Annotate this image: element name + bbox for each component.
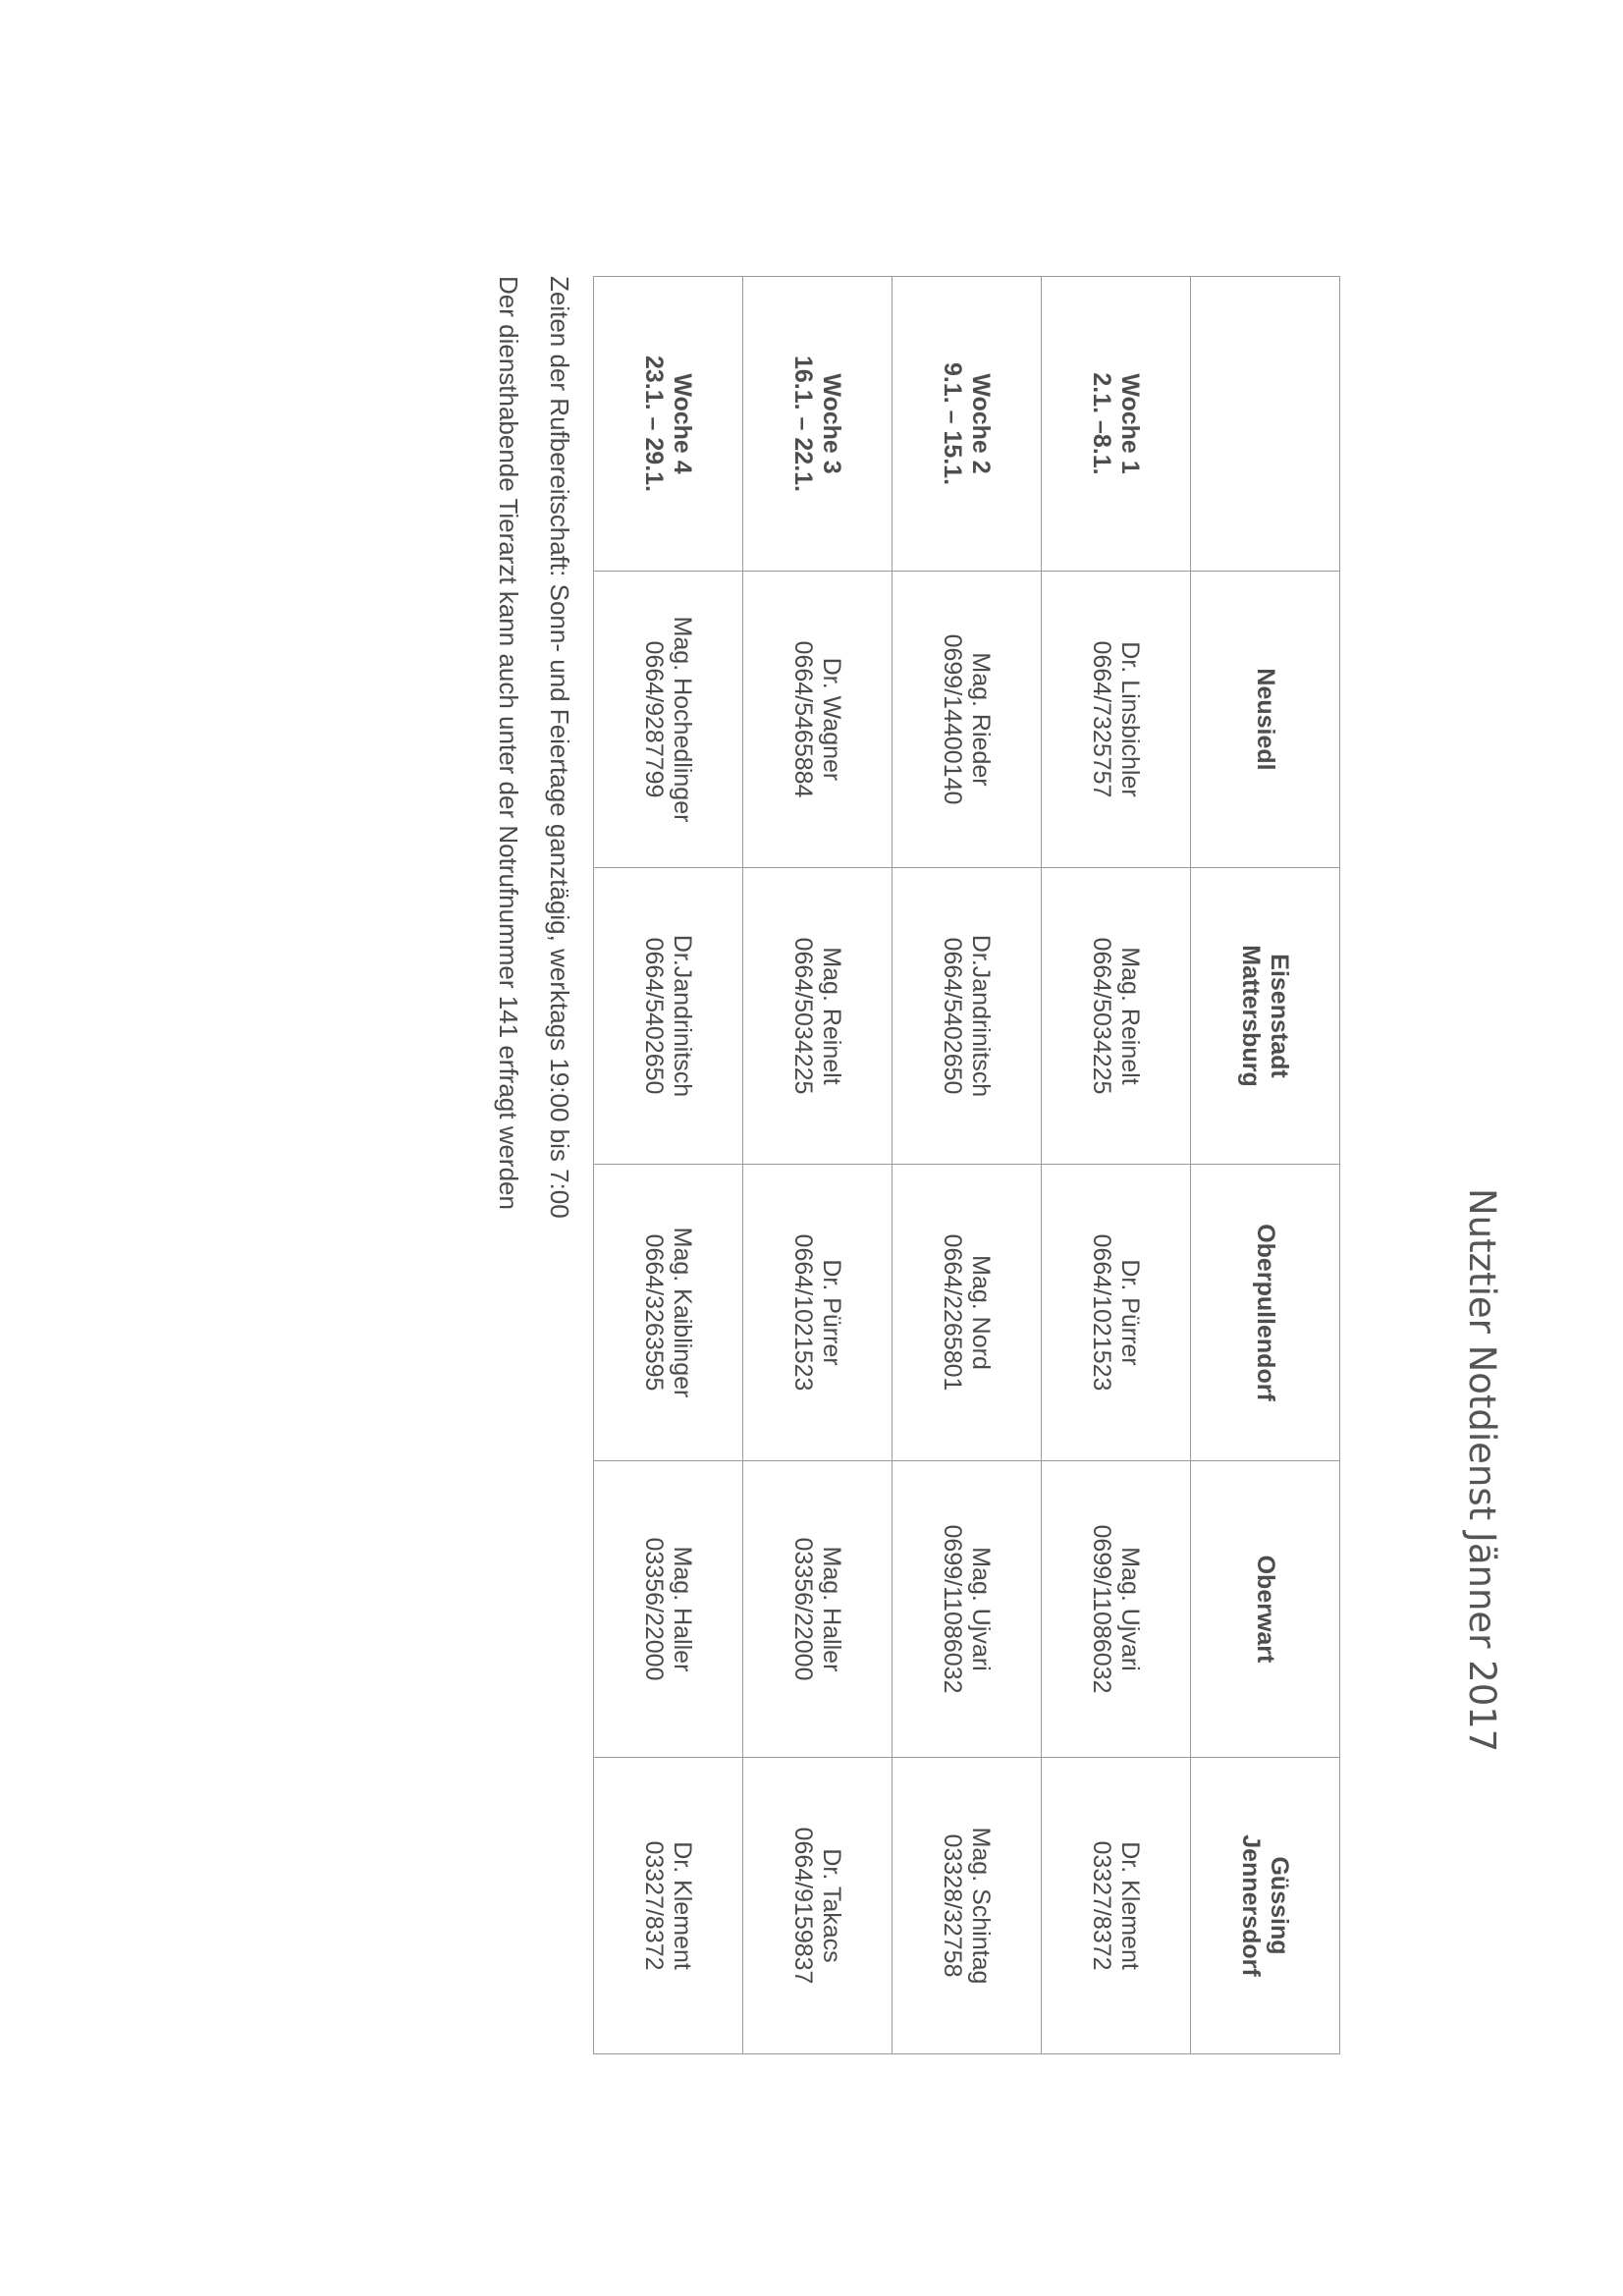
duty-cell (1042, 868, 1191, 1165)
column-header-label (1251, 572, 1279, 867)
corner-cell (1191, 277, 1340, 572)
week-label: Woche 2 (967, 373, 996, 474)
week-range: 2.1. –8.1. (1088, 372, 1116, 475)
column-header-line: Eisenstadt (1266, 954, 1294, 1078)
week-range: 16.1. – 22.1. (789, 355, 818, 492)
vet-name: Mag. Ujvari (1116, 1547, 1145, 1671)
column-header-label (1251, 1461, 1279, 1757)
week-range: 9.1. – 15.1. (939, 361, 967, 486)
vet-phone: 0664/5402650 (640, 937, 669, 1095)
vet-name: Dr. Takacs (818, 1848, 846, 1963)
vet-name: Dr. Klement (1116, 1841, 1145, 1970)
document-title: Nutztier Notdienst Jänner 2017 (1461, 1188, 1503, 1753)
duty-cell (594, 1461, 743, 1758)
column-header-line: Mattersburg (1237, 945, 1266, 1087)
duty-cell (743, 868, 893, 1165)
vet-phone: 0664/5034225 (1088, 937, 1116, 1095)
vet-phone: 0664/1021523 (789, 1233, 818, 1392)
table-header-row (1191, 277, 1340, 2054)
column-header-eisenstadt-mattersburg (1191, 868, 1340, 1165)
table-row (594, 277, 743, 2054)
table-row (1042, 277, 1191, 2054)
column-header-neusiedl (1191, 572, 1340, 868)
vet-phone: 0664/9287799 (640, 640, 669, 798)
vet-phone: 0664/3263595 (640, 1233, 669, 1392)
column-header-label (1237, 1758, 1294, 2053)
duty-cell (1042, 572, 1191, 868)
note-emergency-number: Der diensthabende Tierarzt kann auch unter der Notrufnummer 141 erfragt werden (494, 276, 523, 1210)
vet-phone: 0664/5465884 (789, 640, 818, 798)
duty-cell (743, 1461, 893, 1758)
column-header-guessing-jennersdorf (1191, 1758, 1340, 2054)
vet-name: Dr. Wagner (818, 657, 846, 782)
duty-cell (594, 1165, 743, 1461)
vet-name: Mag. Kaiblinger (669, 1227, 697, 1398)
vet-phone: 0664/5402650 (939, 937, 967, 1095)
vet-name: Mag. Ujvari (967, 1547, 996, 1671)
column-header-oberwart (1191, 1461, 1340, 1758)
column-header-label (1251, 1165, 1279, 1460)
column-header-line: Oberpullendorf (1252, 1224, 1279, 1401)
duty-cell (743, 1165, 893, 1461)
column-header-line: Güssing (1266, 1856, 1294, 1955)
vet-name: Mag. Rieder (967, 652, 996, 787)
duty-cell (1042, 1758, 1191, 2054)
vet-name: Mag. Haller (669, 1546, 697, 1672)
vet-name: Dr. Pürrer (1116, 1259, 1145, 1366)
vet-phone: 03327/8372 (640, 1840, 669, 1971)
column-header-line: Oberwart (1252, 1555, 1279, 1664)
vet-phone: 0699/11086032 (939, 1524, 967, 1694)
vet-phone: 0664/5034225 (789, 937, 818, 1095)
note-on-call-times: Zeiten der Rufbereitschaft: Sonn- und Feiertage ganztägig, werktags 19:00 bis 7:00 (545, 276, 574, 1219)
rotated-content (343, 167, 1521, 2131)
duty-cell (893, 1758, 1042, 2054)
duty-cell (594, 572, 743, 868)
column-header-oberpullendorf (1191, 1165, 1340, 1461)
week-label: Woche 1 (1116, 373, 1145, 474)
vet-phone: 0699/14400140 (939, 633, 967, 805)
vet-name: Dr. Linsbichler (1116, 641, 1145, 797)
column-header-label (1237, 868, 1294, 1164)
week-range: 23.1. – 29.1. (640, 355, 669, 492)
duty-cell (1042, 1461, 1191, 1758)
vet-phone: 0664/2265801 (939, 1233, 967, 1392)
duty-cell (893, 572, 1042, 868)
duty-cell (743, 572, 893, 868)
vet-phone: 0664/1021523 (1088, 1233, 1116, 1392)
vet-phone: 0699/11086032 (1088, 1524, 1116, 1694)
row-header-week (743, 277, 893, 572)
week-label: Woche 3 (818, 373, 846, 474)
vet-name: Mag. Reinelt (818, 947, 846, 1085)
duty-cell (893, 868, 1042, 1165)
vet-name: Dr. Klement (669, 1841, 697, 1970)
table-row (893, 277, 1042, 2054)
vet-phone: 03327/8372 (1088, 1840, 1116, 1971)
column-header-line: Jennersdorf (1237, 1834, 1266, 1977)
vet-phone: 0664/7325757 (1088, 640, 1116, 798)
vet-name: Mag. Schintag (967, 1827, 996, 1985)
duty-cell (893, 1461, 1042, 1758)
duty-cell (594, 868, 743, 1165)
vet-name: Dr. Pürrer (818, 1259, 846, 1366)
duty-cell (893, 1165, 1042, 1461)
vet-phone: 03356/22000 (789, 1537, 818, 1681)
vet-phone: 03356/22000 (640, 1537, 669, 1681)
row-header-week (594, 277, 743, 572)
vet-phone: 03328/32758 (939, 1833, 967, 1978)
duty-schedule-table (593, 276, 1340, 2054)
duty-cell (594, 1758, 743, 2054)
row-header-week (1042, 277, 1191, 572)
vet-name: Mag. Haller (818, 1546, 846, 1672)
vet-name: Mag. Reinelt (1116, 947, 1145, 1085)
duty-cell (743, 1758, 893, 2054)
vet-name: Mag. Hochedlinger (669, 616, 697, 823)
vet-name: Dr.Jandrinitsch (669, 934, 697, 1098)
table-row (743, 277, 893, 2054)
vet-name: Mag. Nord (967, 1255, 996, 1370)
duty-cell (1042, 1165, 1191, 1461)
vet-phone: 0664/9159837 (789, 1827, 818, 1985)
week-label: Woche 4 (669, 373, 697, 474)
row-header-week (893, 277, 1042, 572)
column-header-line: Neusiedl (1252, 668, 1279, 771)
vet-name: Dr.Jandrinitsch (967, 934, 996, 1098)
